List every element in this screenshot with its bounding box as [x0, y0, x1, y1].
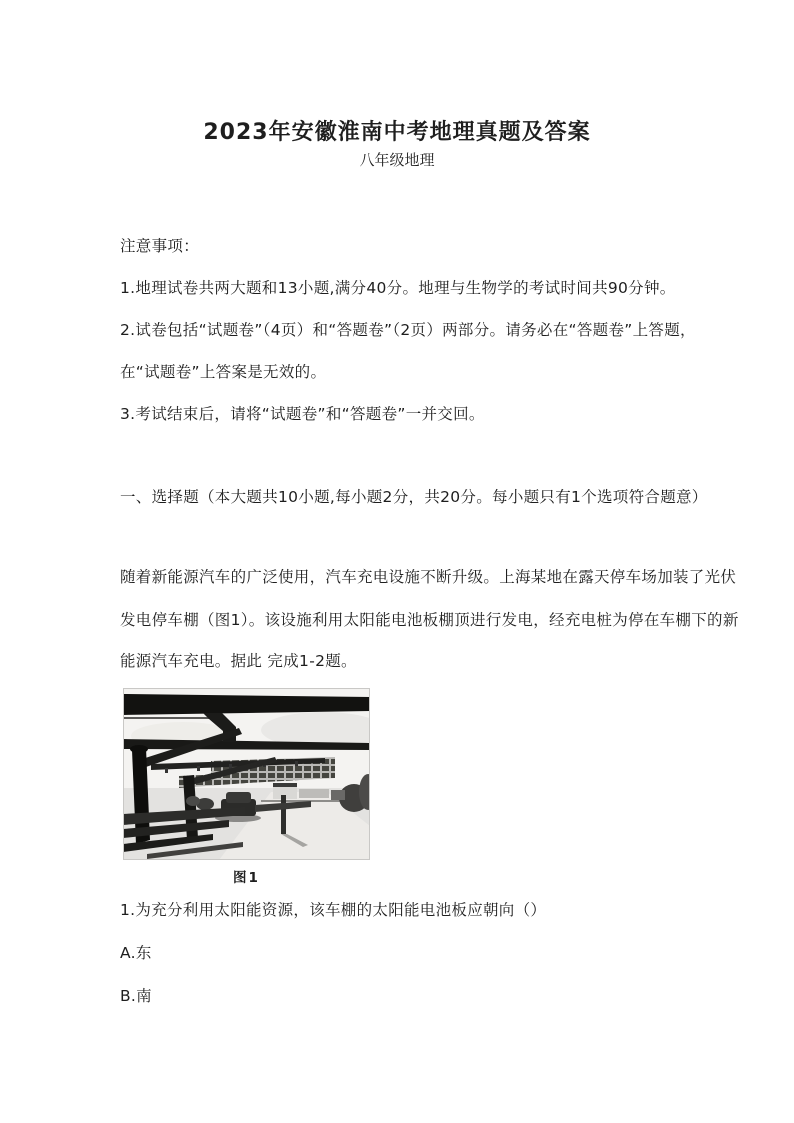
- solar-carport-photo: [123, 688, 370, 860]
- passage-line-1: 随着新能源汽车的广泛使用，汽车充电设施不断升级。上海某地在露天停车场加装了光伏: [120, 568, 737, 586]
- figure1-caption: 图1: [233, 870, 260, 886]
- notice-item-1: 1.地理试卷共两大题和13小题,满分40分。地理与生物学的考试时间共90分钟。: [120, 279, 676, 297]
- passage-line-2: 发电停车棚（图1）。该设施利用太阳能电池板棚顶进行发电，经充电桩为停在车棚下的新: [120, 611, 739, 629]
- section-heading: 一、选择题（本大题共10小题,每小题2分，共20分。每小题只有1个选项符合题意）: [120, 488, 708, 506]
- notice-heading: 注意事项：: [120, 237, 200, 255]
- question1-option-b: B.南: [120, 987, 152, 1005]
- notice-item-2: 2.试卷包括“试题卷”（4页）和“答题卷”（2页）两部分。请务必在“答题卷”上答题，: [120, 321, 696, 339]
- notice-item-3: 3.考试结束后，请将“试题卷”和“答题卷”一并交回。: [120, 405, 485, 423]
- page-subtitle: 八年级地理: [359, 151, 435, 169]
- question1-option-a: A.东: [120, 944, 152, 962]
- notice-item-2-continued: 在“试题卷”上答案是无效的。: [120, 363, 327, 381]
- question1-text: 1.为充分利用太阳能资源，该车棚的太阳能电池板应朝向（）: [120, 901, 547, 919]
- page-title: 2023年安徽淮南中考地理真题及答案: [203, 119, 591, 145]
- figure1-carport-photo: [123, 688, 370, 886]
- passage-line-3: 能源汽车充电。据此 完成1-2题。: [120, 652, 357, 670]
